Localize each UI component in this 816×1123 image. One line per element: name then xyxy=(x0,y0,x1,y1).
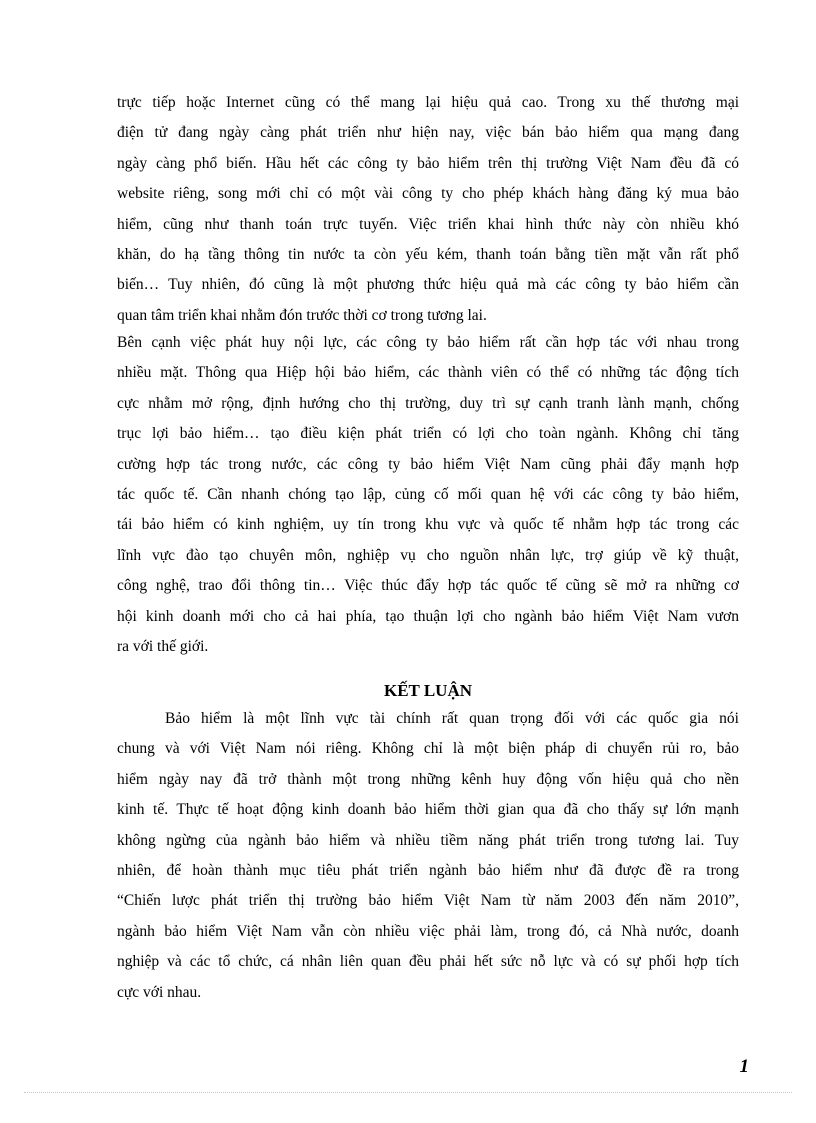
paragraph-line: Bảo hiểm là một lĩnh vực tài chính rất quan trọng đối với các quốc gia nói xyxy=(165,710,739,727)
paragraph-line: nghiệp và các tổ chức, cá nhân liên quan đều phải hết sức nỗ lực và có sự phối hợp tích xyxy=(117,953,739,971)
paragraph-line: không ngừng của ngành bảo hiểm và nhiều tiềm năng phát triển trong tương lai. Tuy xyxy=(117,831,739,849)
page-number: 1 xyxy=(739,1056,749,1077)
paragraph-line: “Chiến lược phát triển thị trường bảo hiểm Việt Nam từ năm 2003 đến năm 2010”, xyxy=(117,892,739,910)
paragraph-line: tác quốc tế. Cần nhanh chóng tạo lập, củng cố mối quan hệ với các công ty bảo hiểm, xyxy=(117,486,739,504)
paragraph-line: hiểm ngày nay đã trở thành một trong những kênh huy động vốn hiệu quả cho nền xyxy=(117,770,739,788)
conclusion-paragraph xyxy=(117,704,739,1008)
body-paragraph-1 xyxy=(117,88,739,331)
paragraph-line: cường hợp tác trong nước, các công ty bảo hiểm Việt Nam cũng phải đẩy mạnh hợp xyxy=(117,455,739,473)
paragraph-line: tái bảo hiểm có kinh nghiệm, uy tín trong khu vực và quốc tế nhằm hợp tác trong các xyxy=(117,516,739,534)
paragraph-line: biến… Tuy nhiên, đó cũng là một phương thức hiệu quả mà các công ty bảo hiểm cần xyxy=(117,276,739,294)
footer-divider xyxy=(24,1092,792,1093)
paragraph-line: điện tử đang ngày càng phát triển như hiện nay, việc bán bảo hiểm qua mạng đang xyxy=(117,124,739,142)
paragraph-line: kinh tế. Thực tế hoạt động kinh doanh bảo hiểm thời gian qua đã cho thấy sự lớn mạnh xyxy=(117,801,739,819)
paragraph-line: ngày càng phổ biến. Hầu hết các công ty bảo hiểm trên thị trường Việt Nam đều đã có xyxy=(117,154,739,172)
paragraph-line: khăn, do hạ tầng thông tin nước ta còn yếu kém, thanh toán bằng tiền mặt vẫn rất phổ xyxy=(117,246,739,264)
paragraph-line: hiểm, cũng như thanh toán trực tuyến. Việc triển khai hình thức này còn nhiều khó xyxy=(117,215,739,233)
paragraph-line: chung và với Việt Nam nói riêng. Không chỉ là một biện pháp di chuyển rủi ro, bảo xyxy=(117,740,739,758)
paragraph-line: nhiều mặt. Thông qua Hiệp hội bảo hiểm, các thành viên có thể có những tác động tích xyxy=(117,364,739,382)
body-paragraph-2 xyxy=(117,328,739,662)
paragraph-line: cực nhằm mở rộng, định hướng cho thị trường, duy trì sự cạnh tranh lành mạnh, chống xyxy=(117,394,739,412)
paragraph-line: ra với thế giới. xyxy=(117,638,209,656)
paragraph-line: ngành bảo hiểm Việt Nam vẫn còn nhiều việc phải làm, trong đó, cả Nhà nước, doanh xyxy=(117,922,739,940)
paragraph-line: công nghệ, trao đổi thông tin… Việc thúc đẩy hợp tác quốc tế cũng sẽ mở ra những cơ xyxy=(117,577,739,595)
paragraph-line: trục lợi bảo hiểm… tạo điều kiện phát triển có lợi cho toàn ngành. Không chỉ tăng xyxy=(117,425,739,443)
conclusion-heading: KẾT LUẬN xyxy=(383,681,472,700)
paragraph-line: Bên cạnh việc phát huy nội lực, các công ty bảo hiểm rất cần hợp tác với nhau trong xyxy=(117,334,739,351)
paragraph-line: nhiên, để hoàn thành mục tiêu phát triển ngành bảo hiểm như đã được đề ra trong xyxy=(117,862,739,880)
paragraph-line: website riêng, song mới chỉ có một vài công ty cho phép khách hàng đăng ký mua bảo xyxy=(117,185,739,203)
paragraph-line: lĩnh vực đào tạo chuyên môn, nghiệp vụ cho nguồn nhân lực, trợ giúp về kỹ thuật, xyxy=(117,546,739,564)
paragraph-line: hội kinh doanh mới cho cả hai phía, tạo thuận lợi cho ngành bảo hiểm Việt Nam vươn xyxy=(117,607,739,625)
paragraph-line: cực với nhau. xyxy=(117,983,202,1001)
paragraph-line: trực tiếp hoặc Internet cũng có thể mang lại hiệu quả cao. Trong xu thế thương mại xyxy=(117,94,739,111)
paragraph-line: quan tâm triển khai nhằm đón trước thời cơ trong tương lai. xyxy=(117,306,487,324)
